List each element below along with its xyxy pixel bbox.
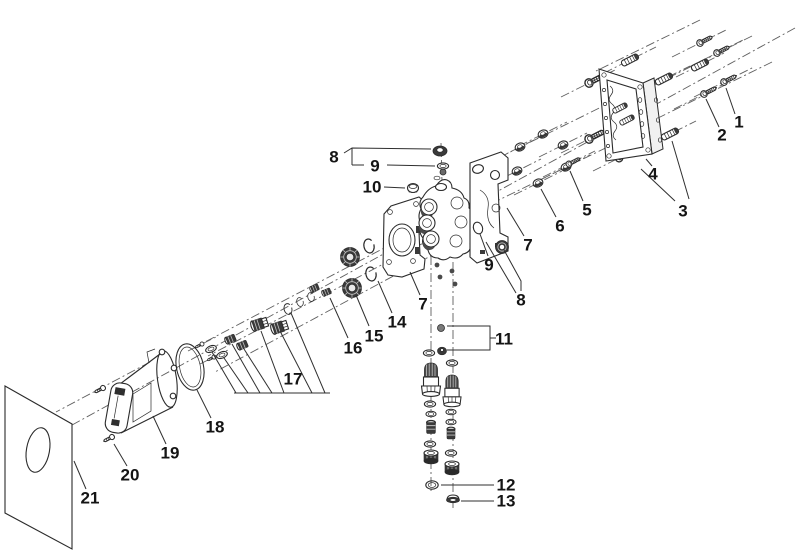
mounting-frame-drawing (599, 69, 663, 161)
callout-10: 10 (362, 177, 382, 197)
callout-9a: 9 (370, 156, 380, 176)
callout-2: 2 (717, 125, 727, 145)
callout-8b: 8 (516, 290, 526, 310)
callout-18: 18 (205, 417, 225, 437)
callout-16: 16 (343, 338, 363, 358)
leader-line-18 (197, 390, 211, 418)
leader-line-17 (261, 331, 284, 393)
leader-line-15 (356, 295, 369, 326)
valve-body-drawing (419, 169, 474, 286)
callout-1: 1 (734, 112, 744, 132)
leader-line-19 (153, 416, 166, 444)
wall-plate-drawing (5, 386, 72, 549)
callout-17: 17 (283, 369, 303, 389)
leader-line-8b (504, 250, 521, 291)
plaster-guard-drawing (104, 349, 181, 435)
leader-line-2 (706, 99, 719, 127)
valve-small-bits (435, 263, 458, 287)
callout-13: 13 (496, 491, 516, 511)
leader-line-11 (447, 326, 490, 350)
leader-line-7a (507, 208, 524, 236)
bracket-plate-left-drawing (383, 197, 425, 277)
small-parts-set-drawing (205, 292, 316, 360)
leader-line-3 (672, 141, 689, 199)
nut-8b-drawing (496, 241, 509, 254)
leader-line-9a (387, 165, 435, 166)
callout-7b: 7 (418, 294, 428, 314)
callout-7a: 7 (523, 235, 533, 255)
leader-line-8a (344, 148, 431, 153)
washer-9a-drawing (437, 163, 448, 169)
leader-line-21 (74, 461, 86, 489)
leader-line-3 (641, 169, 675, 201)
callout-15: 15 (364, 326, 384, 346)
callout-19: 19 (160, 443, 180, 463)
leader-line-20 (114, 444, 127, 466)
callout-14: 14 (387, 312, 407, 332)
leader-line-14 (378, 281, 392, 313)
ring-12-drawing (426, 481, 438, 489)
callout-8a: 8 (329, 147, 339, 167)
callout-11: 11 (495, 329, 513, 349)
callout-6: 6 (555, 216, 565, 236)
leader-line-1 (726, 88, 735, 114)
leader-line-10 (384, 187, 405, 188)
callout-9b: 9 (484, 255, 494, 275)
callout-21: 21 (80, 488, 100, 508)
callout-12: 12 (496, 475, 516, 495)
leader-line-16 (330, 298, 348, 338)
leader-line-17 (224, 358, 248, 393)
leader-line-5 (570, 171, 583, 201)
leader-line-6 (541, 189, 556, 217)
check-valve-chains-drawing (422, 325, 462, 503)
plug-10-drawing (408, 184, 419, 194)
callout-4: 4 (648, 164, 658, 184)
adapter-16-drawing (309, 284, 332, 297)
leader-line-7b (410, 272, 420, 295)
cap-nut-8a-drawing (433, 146, 447, 156)
callout-20: 20 (120, 465, 140, 485)
cap-13-drawing (447, 495, 460, 503)
callout-3: 3 (678, 201, 688, 221)
callout-5: 5 (582, 200, 592, 220)
leader-line-17 (244, 349, 272, 393)
